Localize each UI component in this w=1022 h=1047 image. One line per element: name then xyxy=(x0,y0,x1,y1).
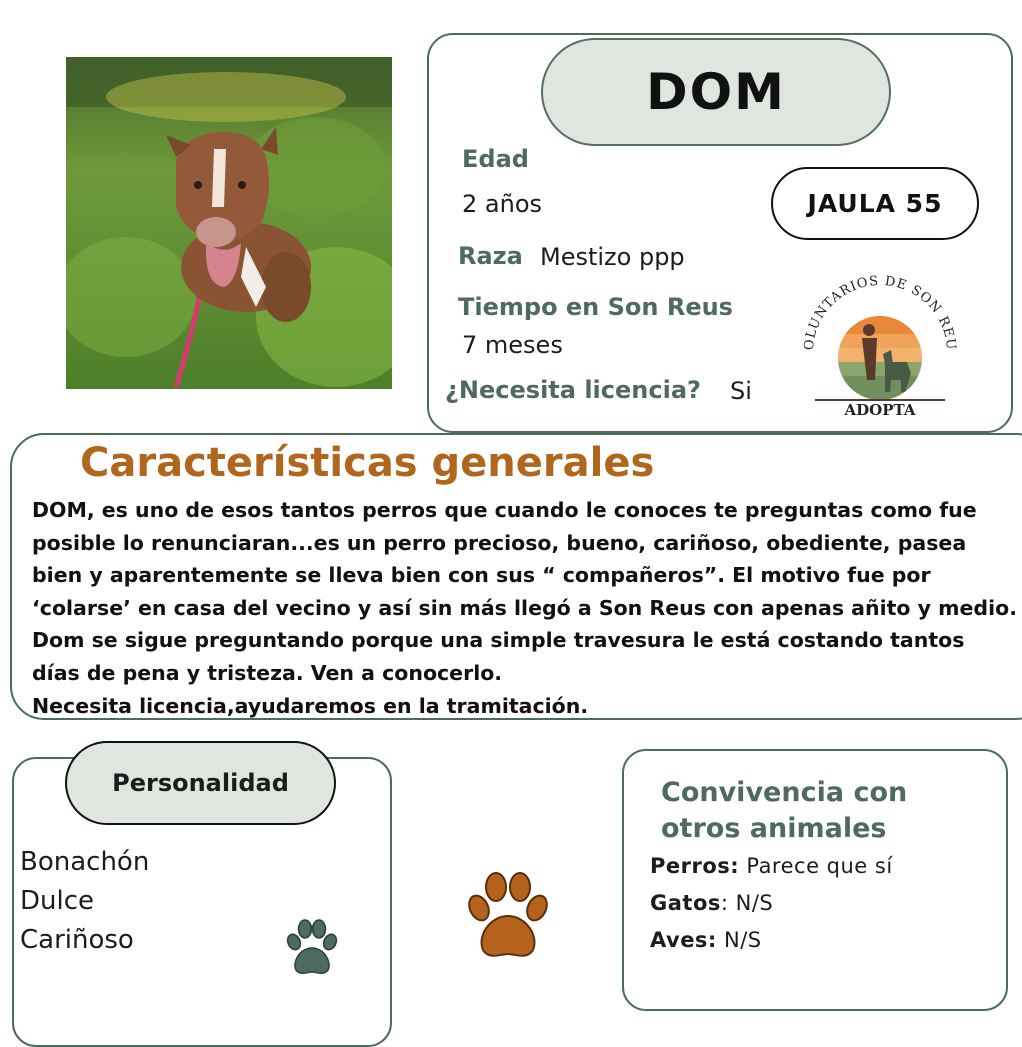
coexistence-title-line: Convivencia con xyxy=(661,777,908,808)
voluntarios-logo xyxy=(795,270,965,420)
dog-name-pill xyxy=(541,38,891,146)
row-value: N/S xyxy=(716,928,762,952)
trait-item: Dulce xyxy=(20,886,95,916)
logo-arc-text: OLUNTARIOS DE SON REU xyxy=(801,273,959,352)
characteristics-line: Necesita licencia,ayudaremos en la tramitación. xyxy=(32,693,589,718)
age-label: Edad xyxy=(462,145,529,173)
row-label: Aves: xyxy=(650,928,717,952)
license-label: ¿Necesita licencia? xyxy=(445,376,701,404)
coexistence-title-line: otros animales xyxy=(661,813,887,844)
characteristics-title: Características generales xyxy=(80,440,655,486)
coexistence-row-dogs xyxy=(650,854,893,878)
breed-label: Raza xyxy=(458,242,523,270)
characteristics-line: posible lo renunciaran...es un perro precioso, bueno, cariñoso, obediente, pasea xyxy=(32,530,967,555)
characteristics-line: DOM, es uno de esos tantos perros que cuando le conoces te preguntas como fue xyxy=(32,498,977,522)
row-value: : N/S xyxy=(720,891,774,915)
logo-adopta-text: ADOPTA xyxy=(844,401,916,419)
age-value: 2 años xyxy=(462,190,543,218)
dog-name: DOM xyxy=(646,63,786,121)
cage-badge: JAULA 55 xyxy=(771,167,979,240)
characteristics-line: bien y aparentemente se lleva bien con sus “ compañeros”. El motivo fue por xyxy=(32,563,931,588)
dog-photo xyxy=(66,57,392,389)
personality-title: Personalidad xyxy=(65,741,336,825)
characteristics-text xyxy=(32,494,1022,722)
license-value: Si xyxy=(730,377,752,405)
paw-print-icon xyxy=(465,870,551,962)
breed-value: Mestizo ppp xyxy=(540,243,685,271)
characteristics-line: ‘colarse’ en casa del vecino y así sin más llegó a Son Reus con apenas añito y medio. xyxy=(32,595,1017,620)
coexistence-row-birds xyxy=(650,928,762,952)
time-value: 7 meses xyxy=(462,331,563,359)
coexistence-title xyxy=(661,775,961,847)
trait-item: Bonachón xyxy=(20,847,150,877)
row-label: Gatos xyxy=(650,891,721,915)
row-value: Parece que sí xyxy=(739,854,893,878)
trait-item: Cariñoso xyxy=(20,925,134,955)
paw-print-icon xyxy=(284,918,340,978)
coexistence-row-cats xyxy=(650,891,773,915)
characteristics-line: días de pena y tristeza. Ven a conocerlo. xyxy=(32,660,503,685)
row-label: Perros: xyxy=(650,854,740,878)
characteristics-line: Dom se sigue preguntando porque una simple travesura le está costando tantos xyxy=(32,628,965,653)
time-label: Tiempo en Son Reus xyxy=(458,293,733,321)
